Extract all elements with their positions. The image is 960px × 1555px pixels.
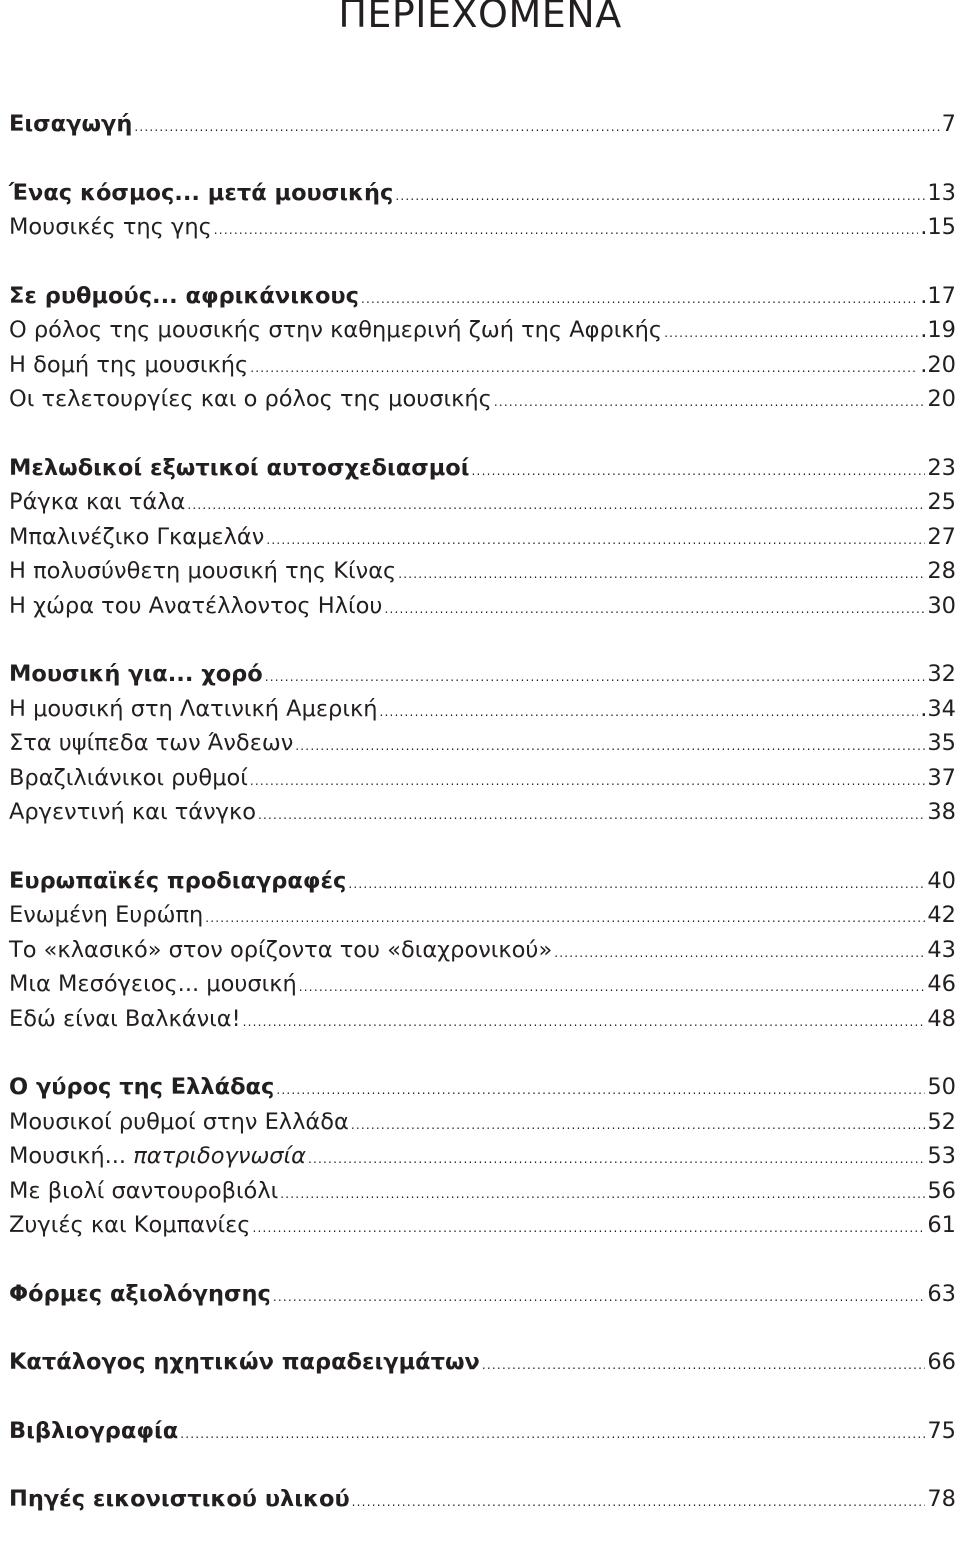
page-number: 28 [927, 558, 956, 584]
entry-title: Εισαγωγή [9, 111, 133, 137]
page-number: .19 [920, 317, 956, 343]
page-number: 43 [927, 936, 956, 963]
page-number: 20 [927, 386, 956, 412]
page-number: 7 [941, 111, 956, 137]
toc-subsection-entry[interactable] [9, 730, 956, 765]
toc-chapter-entry[interactable] [9, 1074, 956, 1109]
toc-subsection-entry[interactable] [9, 386, 956, 421]
toc-chapter-entry[interactable] [9, 1349, 956, 1384]
dot-leader [664, 326, 918, 340]
toc-subsection-entry[interactable] [9, 799, 956, 834]
dot-leader [494, 395, 926, 409]
toc-subsection-entry[interactable] [9, 1109, 956, 1144]
dot-leader [280, 1187, 925, 1201]
dot-leader [384, 602, 925, 616]
page-number: 38 [927, 799, 956, 825]
page-number: 78 [927, 1486, 956, 1512]
toc-chapter-entry[interactable] [9, 868, 956, 903]
entry-title: Ο ρόλος της μουσικής στην καθημερινή ζωή της Αφρικής [9, 317, 663, 343]
page-number: 25 [927, 489, 956, 515]
toc-subsection-entry[interactable] [9, 1178, 956, 1213]
toc-subsection-entry[interactable] [9, 214, 956, 249]
page-number: 75 [927, 1417, 956, 1444]
entry-title: Ο γύρος της Ελλάδας [9, 1074, 275, 1100]
dot-leader [352, 1495, 926, 1509]
page-number: 23 [927, 454, 956, 481]
entry-title: Στα υψίπεδα των Άνδεων [9, 730, 294, 756]
toc-subsection-entry[interactable] [9, 696, 956, 731]
toc-section [9, 283, 956, 421]
page-number: 48 [927, 1005, 956, 1032]
entry-title: Ζυγιές και Κομπανίες [9, 1212, 251, 1238]
toc-subsection-entry[interactable] [9, 971, 956, 1006]
page-number: 37 [927, 764, 956, 791]
page-title: ΠΕΡΙΕΧΟΜΕΝΑ [338, 0, 622, 36]
toc-chapter-entry[interactable] [9, 111, 956, 146]
page-number: 63 [927, 1280, 956, 1307]
toc-chapter-entry[interactable] [9, 1486, 956, 1521]
page-number: .17 [920, 282, 956, 309]
toc-subsection-entry[interactable] [9, 489, 956, 524]
dot-leader [273, 1290, 926, 1304]
page-number: 40 [927, 867, 956, 894]
dot-leader [187, 498, 925, 512]
page-number: 61 [927, 1212, 956, 1238]
table-of-contents [9, 111, 956, 1555]
dot-leader [253, 1221, 926, 1235]
entry-title: Η χώρα του Ανατέλλοντος Ηλίου [9, 592, 383, 619]
toc-chapter-entry[interactable] [9, 1418, 956, 1453]
page-number: 66 [927, 1349, 956, 1375]
toc-subsection-entry[interactable] [9, 317, 956, 352]
page-number: 30 [927, 592, 956, 619]
entry-title: Αργεντινή και τάνγκο [9, 799, 257, 825]
toc-subsection-entry[interactable] [9, 937, 956, 972]
toc-chapter-entry[interactable] [9, 455, 956, 490]
toc-subsection-entry[interactable] [9, 524, 956, 559]
entry-title: Μπαλινέζικο Γκαμελάν [9, 523, 265, 550]
dot-leader [299, 980, 926, 994]
entry-title: Εδώ είναι Βαλκάνια! [9, 1005, 241, 1032]
toc-section [9, 661, 956, 834]
dot-leader [295, 739, 925, 753]
dot-leader [266, 533, 925, 547]
toc-chapter-entry[interactable] [9, 1281, 956, 1316]
entry-title: Μελωδικοί εξωτικοί αυτοσχεδιασμοί [9, 454, 470, 481]
toc-section [9, 455, 956, 628]
dot-leader [554, 946, 925, 960]
page-number: 27 [927, 523, 956, 550]
page-number: 56 [927, 1177, 956, 1204]
dot-leader [265, 670, 926, 684]
dot-leader [482, 1358, 925, 1372]
page-number: 32 [927, 661, 956, 687]
toc-section [9, 1418, 956, 1453]
dot-leader [250, 361, 918, 375]
entry-title: Κατάλογος ηχητικών παραδειγμάτων [9, 1349, 480, 1375]
dot-leader [379, 705, 918, 719]
entry-title: Μια Μεσόγειος... μουσική [9, 971, 297, 997]
dot-leader [308, 1152, 925, 1166]
toc-section [9, 1349, 956, 1384]
dot-leader [250, 774, 925, 788]
entry-title: Μουσικοί ρυθμοί στην Ελλάδα [9, 1108, 349, 1135]
dot-leader [258, 808, 925, 822]
toc-subsection-entry[interactable] [9, 352, 956, 387]
toc-section [9, 180, 956, 249]
entry-title: Η πολυσύνθετη μουσική της Κίνας [9, 558, 397, 584]
toc-section [9, 1486, 956, 1521]
dot-leader [472, 464, 926, 478]
entry-title: Μουσικές της γης [9, 214, 212, 240]
dot-leader [348, 877, 925, 891]
page-number: .20 [920, 351, 956, 378]
toc-chapter-entry[interactable] [9, 283, 956, 318]
entry-title: Μουσική... πατριδογνωσία [9, 1143, 306, 1169]
toc-section [9, 1074, 956, 1247]
page-number: 52 [927, 1108, 956, 1135]
entry-title: Πηγές εικονιστικού υλικού [9, 1486, 350, 1512]
entry-title: Βιβλιογραφία [9, 1417, 179, 1444]
entry-title: Μουσική για... χορό [9, 661, 263, 687]
dot-leader [134, 120, 939, 134]
toc-chapter-entry[interactable] [9, 180, 956, 215]
toc-chapter-entry[interactable] [9, 661, 956, 696]
toc-subsection-entry[interactable] [9, 1212, 956, 1247]
dot-leader [395, 189, 925, 203]
page-number: 42 [927, 902, 956, 928]
toc-subsection-entry[interactable] [9, 1006, 956, 1041]
dot-leader [361, 292, 918, 306]
entry-title: Η μουσική στη Λατινική Αμερική [9, 695, 378, 722]
dot-leader [351, 1118, 926, 1132]
toc-subsection-entry[interactable] [9, 765, 956, 800]
page-number: 13 [927, 179, 956, 206]
dot-leader [243, 1015, 926, 1029]
page-number: 53 [927, 1143, 956, 1169]
entry-title: Βραζιλιάνικοι ρυθμοί [9, 764, 248, 791]
toc-section [9, 111, 956, 146]
dot-leader [276, 1083, 925, 1097]
page-number: 46 [927, 971, 956, 997]
toc-section [9, 1281, 956, 1316]
entry-title: Ένας κόσμος... μετά μουσικής [9, 179, 394, 206]
entry-title: Φόρμες αξιολόγησης [9, 1280, 271, 1307]
dot-leader [398, 567, 925, 581]
page-number: 50 [927, 1074, 956, 1100]
toc-subsection-entry[interactable] [9, 593, 956, 628]
entry-title: Ευρωπαϊκές προδιαγραφές [9, 867, 347, 894]
page-number: .15 [920, 214, 956, 240]
toc-subsection-entry[interactable] [9, 1143, 956, 1178]
toc-subsection-entry[interactable] [9, 558, 956, 593]
entry-title: Ράγκα και τάλα [9, 489, 186, 515]
page-number: .34 [920, 695, 956, 722]
entry-title: Με βιολί σαντουροβιόλι [9, 1177, 279, 1204]
entry-title: Η δομή της μουσικής [9, 351, 249, 378]
entry-title: Ενωμένη Ευρώπη [9, 902, 204, 928]
toc-subsection-entry[interactable] [9, 902, 956, 937]
toc-section [9, 868, 956, 1041]
dot-leader [205, 911, 925, 925]
dot-leader [180, 1427, 925, 1441]
page-number: 35 [927, 730, 956, 756]
dot-leader [214, 223, 918, 237]
entry-title: Σε ρυθμούς... αφρικάνικους [9, 282, 359, 309]
entry-title: Οι τελετουργίες και ο ρόλος της μουσικής [9, 386, 492, 412]
entry-title: Το «κλασικό» στον ορίζοντα του «διαχρονικού» [9, 936, 553, 963]
